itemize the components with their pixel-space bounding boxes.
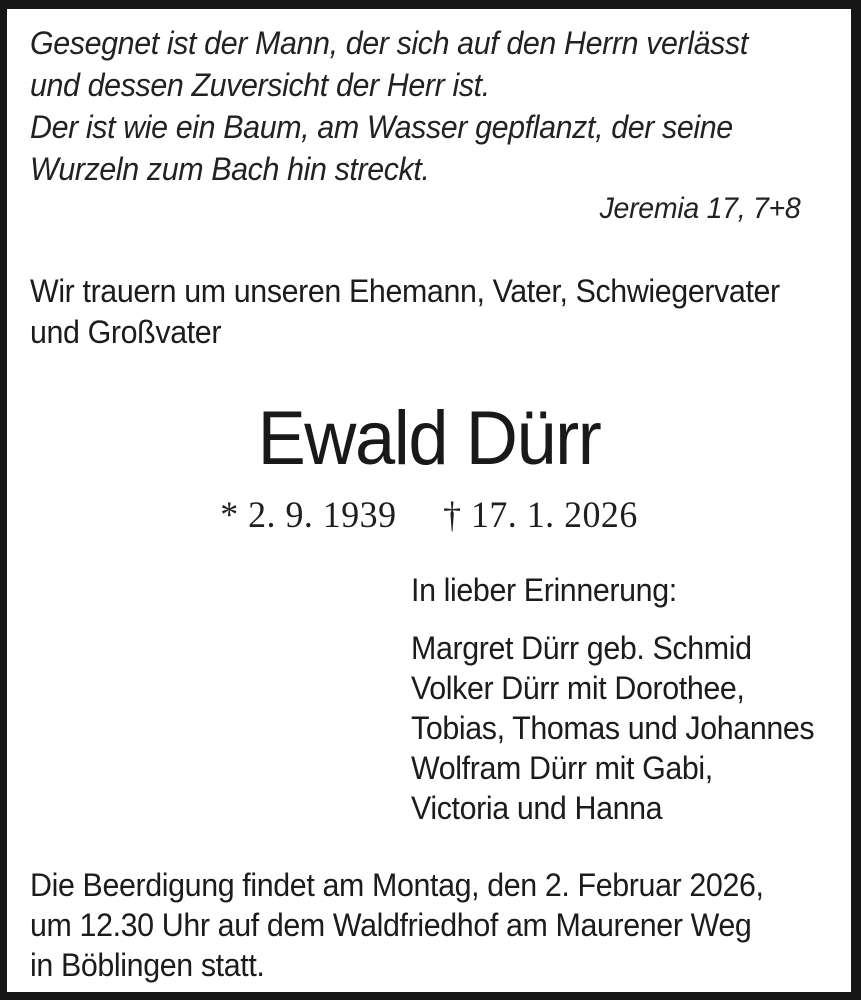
mourner-line-4: Wolfram Dürr mit Gabi, xyxy=(411,750,713,786)
funeral-line-1: Die Beerdigung findet am Montag, den 2. Februar 2026, xyxy=(30,867,764,903)
intro-line-2: und Großvater xyxy=(30,314,222,350)
scripture-reference: Jeremia 17, 7+8 xyxy=(599,192,800,225)
mourner-line-1: Margret Dürr geb. Schmid xyxy=(411,630,752,666)
life-dates xyxy=(20,494,839,537)
funeral-line-2: um 12.30 Uhr auf dem Waldfriedhof am Maurener Weg xyxy=(30,907,752,943)
quote-line-4: Wurzeln zum Bach hin streckt. xyxy=(30,151,430,187)
mourner-line-5: Victoria und Hanna xyxy=(411,790,663,826)
birth-date: * 2. 9. 1939 xyxy=(220,495,397,536)
mourning-intro xyxy=(30,271,780,353)
quote-line-1: Gesegnet ist der Mann, der sich auf den Herrn verlässt xyxy=(30,25,748,61)
quote-line-3: Der ist wie ein Baum, am Wasser gepflanzt, der seine xyxy=(30,109,733,145)
remembrance-heading: In lieber Erinnerung: xyxy=(411,572,677,608)
death-date: † 17. 1. 2026 xyxy=(443,495,638,536)
funeral-line-3: in Böblingen statt. xyxy=(30,947,265,983)
quote-line-2: und dessen Zuversicht der Herr ist. xyxy=(30,67,490,103)
deceased-name: Ewald Dürr xyxy=(257,396,601,481)
intro-line-1: Wir trauern um unseren Ehemann, Vater, Schwiegervater xyxy=(30,273,780,309)
mourner-line-2: Volker Dürr mit Dorothee, xyxy=(411,670,745,706)
mourner-line-3: Tobias, Thomas und Johannes xyxy=(411,710,815,746)
funeral-details xyxy=(30,865,764,985)
mourners-list xyxy=(411,628,814,828)
scripture-quote xyxy=(30,22,748,190)
